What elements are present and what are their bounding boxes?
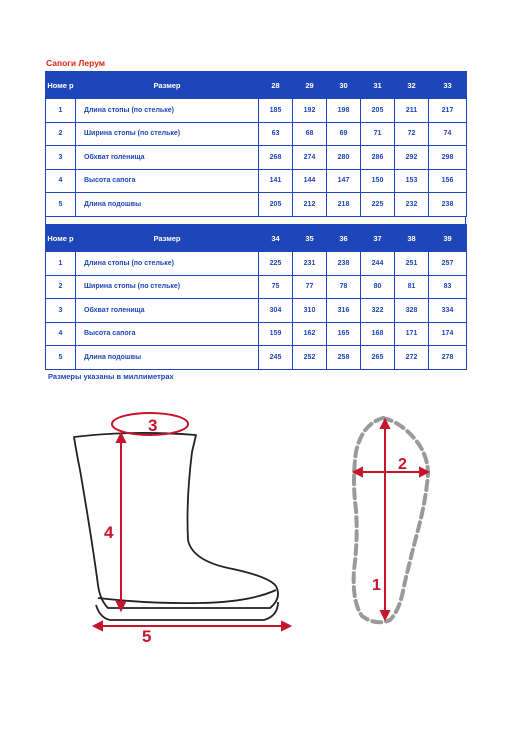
table-cell: 159	[259, 322, 293, 346]
table-row	[46, 252, 467, 276]
marker-4: 4	[104, 523, 114, 542]
header-size-label: Размер	[76, 225, 259, 252]
table-cell: 328	[395, 299, 429, 323]
table-cell: 156	[429, 169, 467, 193]
table-cell: 77	[293, 275, 327, 299]
table-row	[46, 322, 467, 346]
measure-5-arrow	[94, 622, 290, 630]
table-cell: 292	[395, 146, 429, 170]
row-label: Длина подошвы	[76, 193, 259, 217]
row-number: 4	[46, 169, 76, 193]
table-cell: 83	[429, 275, 467, 299]
header-row	[46, 225, 467, 252]
header-size-31: 31	[361, 72, 395, 99]
table-cell: 205	[361, 99, 395, 123]
row-number: 1	[46, 252, 76, 276]
table-cell: 245	[259, 346, 293, 370]
table-cell: 80	[361, 275, 395, 299]
row-label: Длина подошвы	[76, 346, 259, 370]
table-cell: 225	[259, 252, 293, 276]
measure-2-arrow	[354, 468, 428, 476]
header-size-28: 28	[259, 72, 293, 99]
table-cell: 298	[429, 146, 467, 170]
row-number: 2	[46, 122, 76, 146]
header-size-34: 34	[259, 225, 293, 252]
table-cell: 268	[259, 146, 293, 170]
table-row	[46, 169, 467, 193]
table-cell: 165	[327, 322, 361, 346]
row-label: Обхват голенища	[76, 299, 259, 323]
table-row	[46, 146, 467, 170]
header-size-35: 35	[293, 225, 327, 252]
table-cell: 231	[293, 252, 327, 276]
table-cell: 75	[259, 275, 293, 299]
table-cell: 71	[361, 122, 395, 146]
table-cell: 280	[327, 146, 361, 170]
table-cell: 278	[429, 346, 467, 370]
table-row	[46, 122, 467, 146]
table-cell: 185	[259, 99, 293, 123]
table-cell: 304	[259, 299, 293, 323]
table-cell: 171	[395, 322, 429, 346]
row-label: Длина стопы (по стельке)	[76, 99, 259, 123]
header-size-30: 30	[327, 72, 361, 99]
marker-1: 1	[372, 577, 381, 594]
header-size-39: 39	[429, 225, 467, 252]
table-cell: 192	[293, 99, 327, 123]
table-row	[46, 193, 467, 217]
table-gap	[45, 216, 466, 224]
table-row	[46, 346, 467, 370]
marker-2: 2	[398, 456, 407, 473]
table-cell: 322	[361, 299, 395, 323]
table-cell: 63	[259, 122, 293, 146]
table-cell: 244	[361, 252, 395, 276]
table-cell: 211	[395, 99, 429, 123]
units-note: Размеры указаны в миллиметрах	[48, 372, 174, 381]
table-cell: 238	[327, 252, 361, 276]
measure-4-arrow	[117, 434, 125, 610]
table-cell: 72	[395, 122, 429, 146]
table-cell: 144	[293, 169, 327, 193]
table-cell: 272	[395, 346, 429, 370]
row-number: 2	[46, 275, 76, 299]
header-size-label: Размер	[76, 72, 259, 99]
table-cell: 69	[327, 122, 361, 146]
header-size-37: 37	[361, 225, 395, 252]
boot-diagram	[0, 390, 512, 650]
table-cell: 310	[293, 299, 327, 323]
size-table-2	[45, 224, 467, 370]
table-cell: 205	[259, 193, 293, 217]
row-label: Ширина стопы (по стельке)	[76, 275, 259, 299]
table-cell: 232	[395, 193, 429, 217]
header-size-29: 29	[293, 72, 327, 99]
table-cell: 334	[429, 299, 467, 323]
table-cell: 198	[327, 99, 361, 123]
table-cell: 274	[293, 146, 327, 170]
table-cell: 168	[361, 322, 395, 346]
table-cell: 81	[395, 275, 429, 299]
table-row	[46, 299, 467, 323]
table-cell: 257	[429, 252, 467, 276]
header-number: Номе р	[46, 225, 76, 252]
table-cell: 212	[293, 193, 327, 217]
table-cell: 68	[293, 122, 327, 146]
table-cell: 153	[395, 169, 429, 193]
row-number: 1	[46, 99, 76, 123]
row-number: 3	[46, 299, 76, 323]
table-cell: 286	[361, 146, 395, 170]
header-row	[46, 72, 467, 99]
table-row	[46, 275, 467, 299]
table-cell: 225	[361, 193, 395, 217]
insole-outline	[354, 418, 428, 622]
table-cell: 162	[293, 322, 327, 346]
table-cell: 258	[327, 346, 361, 370]
header-size-36: 36	[327, 225, 361, 252]
table-cell: 150	[361, 169, 395, 193]
row-label: Ширина стопы (по стельке)	[76, 122, 259, 146]
marker-3: 3	[148, 416, 158, 435]
table-cell: 217	[429, 99, 467, 123]
table-cell: 218	[327, 193, 361, 217]
row-label: Обхват голенища	[76, 146, 259, 170]
size-table-1	[45, 71, 467, 217]
header-size-33: 33	[429, 72, 467, 99]
header-size-32: 32	[395, 72, 429, 99]
measure-1-arrow	[381, 420, 389, 619]
table-cell: 238	[429, 193, 467, 217]
row-label: Высота сапога	[76, 322, 259, 346]
table-cell: 141	[259, 169, 293, 193]
header-size-38: 38	[395, 225, 429, 252]
marker-5: 5	[142, 627, 152, 646]
row-number: 4	[46, 322, 76, 346]
table-row	[46, 99, 467, 123]
table-cell: 74	[429, 122, 467, 146]
table-cell: 174	[429, 322, 467, 346]
page-title: Сапоги Лерум	[46, 58, 106, 68]
table-cell: 147	[327, 169, 361, 193]
table-cell: 251	[395, 252, 429, 276]
row-label: Высота сапога	[76, 169, 259, 193]
header-number: Номе р	[46, 72, 76, 99]
row-number: 3	[46, 146, 76, 170]
table-cell: 265	[361, 346, 395, 370]
row-number: 5	[46, 193, 76, 217]
row-number: 5	[46, 346, 76, 370]
table-cell: 252	[293, 346, 327, 370]
table-cell: 316	[327, 299, 361, 323]
table-cell: 78	[327, 275, 361, 299]
row-label: Длина стопы (по стельке)	[76, 252, 259, 276]
